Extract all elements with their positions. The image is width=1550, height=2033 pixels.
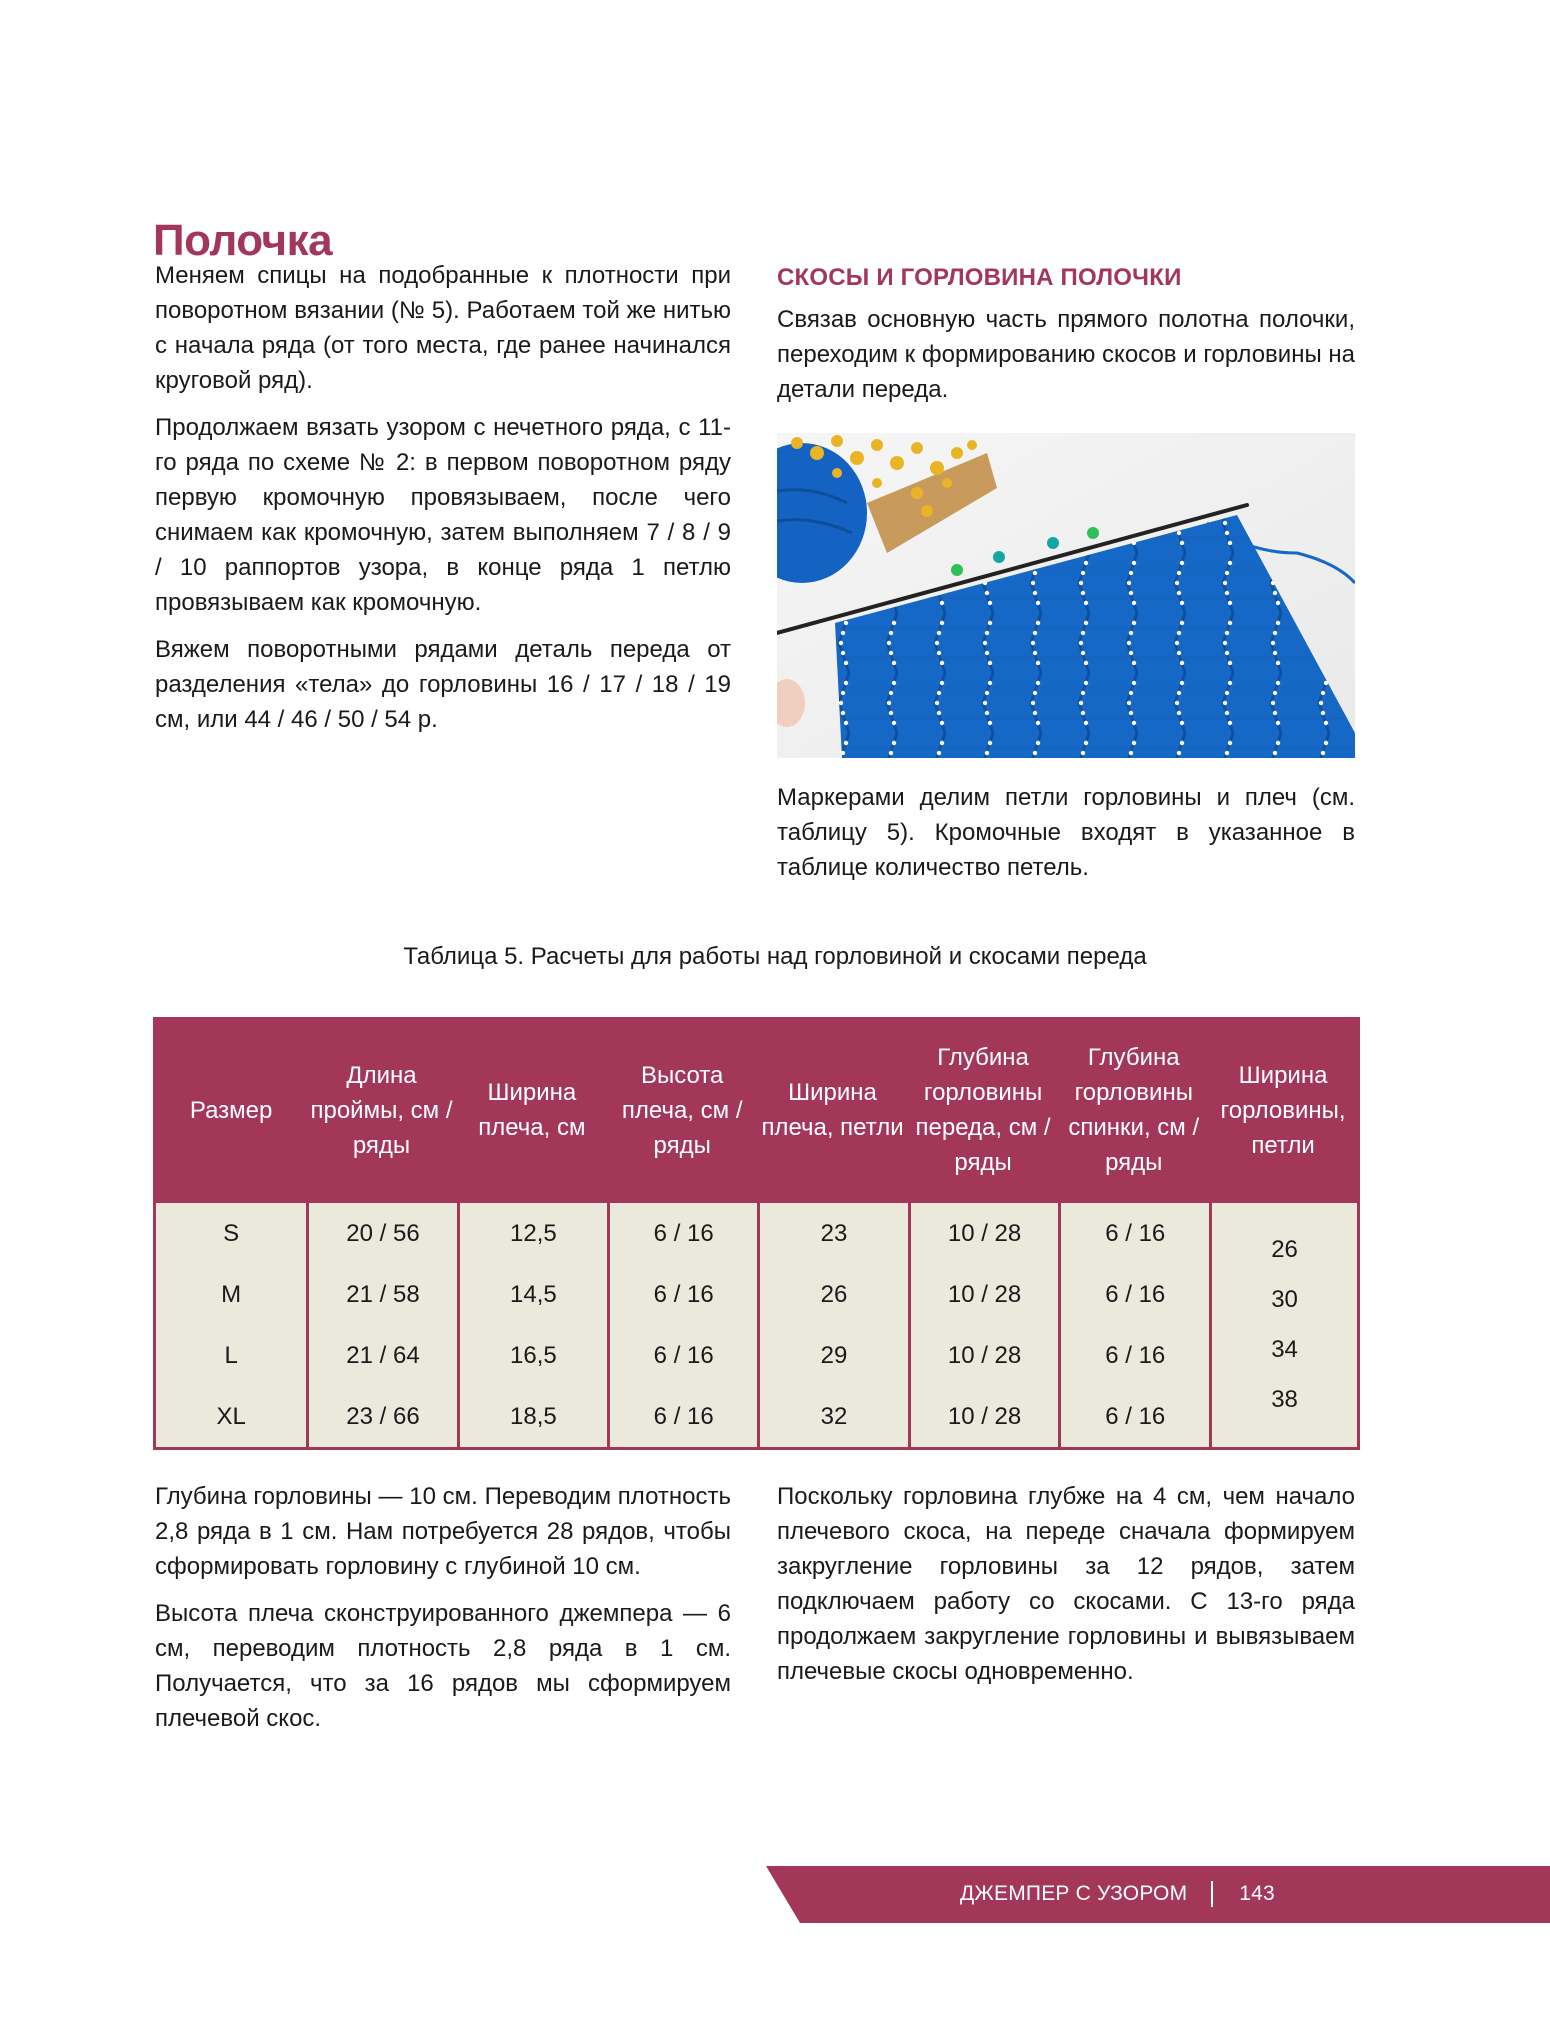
text-bottom-left (155, 1479, 731, 1748)
page-number: 143 (1239, 1882, 1275, 1905)
cell-shoulder-width: 16,5 (457, 1325, 607, 1386)
header-armhole: Длина проймы, см / ряды (310, 1061, 453, 1159)
neck-width-l: 34 (1271, 1336, 1298, 1363)
photo-caption (777, 780, 1355, 897)
cell-back-depth: 6 / 16 (1058, 1325, 1209, 1386)
section-title: Полочка (153, 216, 333, 266)
neck-width-m: 30 (1271, 1286, 1298, 1313)
paragraph: Высота плеча сконструированного джемпера — 6 см, переводим плотность 2,8 ряда в 1 см. Получается, что за 16 рядов мы сформируем плечевой скос. (155, 1600, 731, 1732)
header-shoulder-height: Высота плеча, см / ряды (621, 1061, 743, 1159)
footer-band (0, 1866, 1550, 1923)
intro-text-left (155, 258, 731, 749)
header-back-neck-depth: Глубина горловины спинки, см / ряды (1068, 1044, 1200, 1176)
header-shoulder-width-cm: Ширина плеча, см (478, 1079, 586, 1141)
paragraph: Меняем спицы на подобранные к плотности при поворотном вязании (№ 5). Работаем той же нитью с начала ряда (от того места, где ранее начинался круговой ряд). (155, 262, 731, 394)
neck-width-xl: 38 (1271, 1386, 1298, 1413)
cell-shoulder-stitches: 23 (757, 1200, 907, 1264)
subsection-right (777, 262, 1355, 419)
table-row (156, 1200, 1357, 1264)
cell-shoulder-stitches: 26 (757, 1264, 907, 1325)
cell-shoulder-height: 6 / 16 (607, 1200, 757, 1264)
knitting-photo-illustration (777, 433, 1355, 758)
cell-armhole: 21 / 58 (306, 1264, 456, 1325)
caption-text: Маркерами делим петли горловины и плеч (см. таблицу 5). Кромочные входят в указанное в таблице количество петель. (777, 784, 1355, 881)
header-neck-width: Ширина горловины, петли (1220, 1061, 1346, 1159)
neck-width-s: 26 (1271, 1236, 1298, 1263)
cell-neck-width (1209, 1200, 1357, 1447)
cell-back-depth: 6 / 16 (1058, 1264, 1209, 1325)
subsection-title: СКОСЫ И ГОРЛОВИНА ПОЛОЧКИ (777, 264, 1182, 291)
cell-shoulder-width: 12,5 (457, 1200, 607, 1264)
cell-armhole: 20 / 56 (306, 1200, 456, 1264)
cell-size: L (156, 1325, 306, 1386)
table-row (156, 1325, 1357, 1386)
cell-size: M (156, 1264, 306, 1325)
paragraph: Глубина горловины — 10 см. Переводим плотность 2,8 ряда в 1 см. Нам потребуется 28 рядов, чтобы сформировать горловину с глубиной 10 см. (155, 1483, 731, 1580)
footer (960, 1878, 1275, 1910)
text-bottom-right (777, 1479, 1355, 1701)
calc-table (153, 1017, 1360, 1450)
cell-front-depth: 10 / 28 (908, 1386, 1059, 1447)
cell-shoulder-width: 14,5 (457, 1264, 607, 1325)
header-shoulder-width-st: Ширина плеча, петли (761, 1079, 904, 1141)
cell-front-depth: 10 / 28 (908, 1200, 1059, 1264)
paragraph: Связав основную часть прямого полотна полочки, переходим к формированию скосов и горловины на детали переда. (777, 306, 1355, 403)
table-header-row (156, 1020, 1357, 1200)
cell-shoulder-height: 6 / 16 (607, 1386, 757, 1447)
header-size: Размер (189, 1096, 273, 1124)
cell-armhole: 21 / 64 (306, 1325, 456, 1386)
cell-shoulder-height: 6 / 16 (607, 1264, 757, 1325)
footer-separator (1211, 1881, 1213, 1907)
cell-armhole: 23 / 66 (306, 1386, 456, 1447)
footer-section-title: ДЖЕМПЕР С УЗОРОМ (960, 1882, 1188, 1905)
cell-shoulder-width: 18,5 (457, 1386, 607, 1447)
cell-size: XL (156, 1386, 306, 1447)
knitting-photo (777, 433, 1355, 758)
cell-shoulder-stitches: 32 (757, 1386, 907, 1447)
paragraph: Поскольку горловина глубже на 4 см, чем начало плечевого скоса, на переде сначала формируем закругление горловины за 12 рядов, затем подключаем работу со скосами. С 13-го ряда продолжаем закругление горловины и вывязываем плечевые скосы одновременно. (777, 1483, 1355, 1685)
cell-back-depth: 6 / 16 (1058, 1386, 1209, 1447)
table-row (156, 1386, 1357, 1447)
header-front-neck-depth: Глубина горловины переда, см / ряды (915, 1044, 1051, 1176)
cell-back-depth: 6 / 16 (1058, 1200, 1209, 1264)
table-row (156, 1264, 1357, 1325)
cell-front-depth: 10 / 28 (908, 1264, 1059, 1325)
cell-size: S (156, 1200, 306, 1264)
table-title: Таблица 5. Расчеты для работы над горловиной и скосами переда (403, 943, 1147, 970)
cell-shoulder-height: 6 / 16 (607, 1325, 757, 1386)
paragraph: Продолжаем вязать узором с нечетного ряда, с 11-го ряда по схеме № 2: в первом поворотном ряду первую кромочную провязываем, после чего снимаем как кромочную, затем выполняем 7 / 8 / 9 / 10 раппортов узора, в конце ряда 1 петлю провязываем как кромочную. (155, 414, 731, 616)
cell-front-depth: 10 / 28 (908, 1325, 1059, 1386)
cell-shoulder-stitches: 29 (757, 1325, 907, 1386)
paragraph: Вяжем поворотными рядами деталь переда от разделения «тела» до горловины 16 / 17 / 18 / 19 см, или 44 / 46 / 50 / 54 р. (155, 636, 731, 733)
